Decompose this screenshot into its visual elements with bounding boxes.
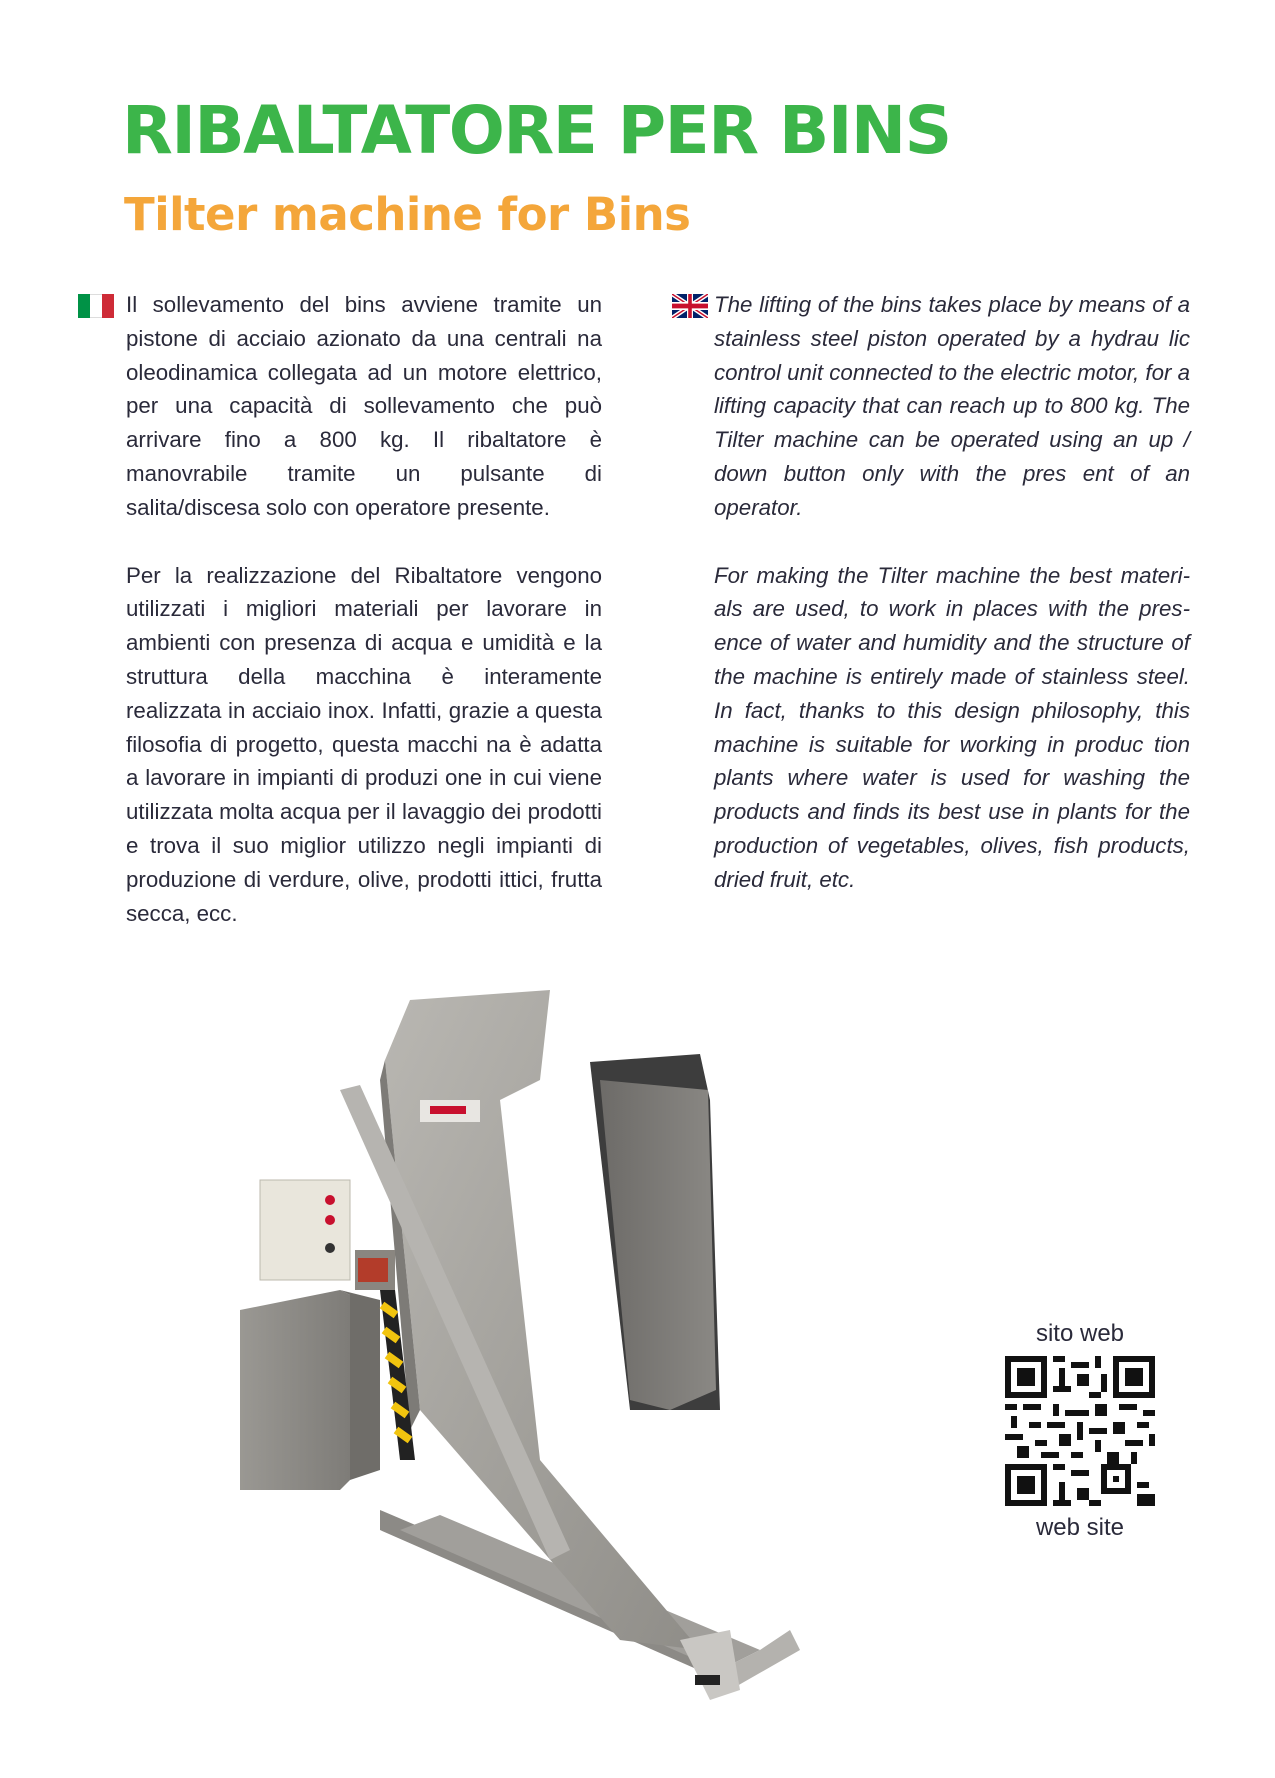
uk-flag-icon xyxy=(672,294,708,318)
qr-code-icon[interactable] xyxy=(1005,1356,1155,1506)
qr-code-block xyxy=(980,1320,1180,1542)
italian-text-column xyxy=(126,288,602,964)
page-title: RIBALTATORE PER BINS xyxy=(122,92,951,169)
page-subtitle: Tilter machine for Bins xyxy=(124,188,691,241)
italian-flag-icon xyxy=(78,294,114,318)
english-paragraph-1: The lifting of the bins takes place by means of a stainless steel piston operated by a hydrau lic control unit connected to the electric motor, for a lifting capacity that can reach up to 800 kg. The Tilter machine can be operated using an up / down button only with the pres ent of an operator. xyxy=(714,292,1190,520)
qr-label-bottom: web site xyxy=(1035,1514,1125,1541)
italian-paragraph-2: Per la realizzazione del Ribaltatore vengono utilizzati i migliori materiali per lavorare in ambienti con presenza di acqua e umidità e la struttura della macchina è interamente realizzata in acciaio inox. Infatti, grazie a questa filosofia di progetto, questa macchi na è adatta a lavorare in impianti di produzi one in cui viene utilizzata molta acqua per il lavaggio dei prodotti e trova il suo miglior utilizzo negli impianti di produzione di verdure, olive, prodotti ittici, frutta secca, ecc. xyxy=(126,562,602,926)
tilter-machine-image xyxy=(240,990,840,1715)
english-text-column xyxy=(714,288,1190,931)
english-paragraph-2: For making the Tilter machine the best materi als are used, to work in places with the pres ence of water and humidity and the structure of the machine is entirely made of stainless steel. In fact, thanks to this design philosophy, this machine is suitable for working in produc tion plants where water is used for washing the products and finds its best use in plants for the production of vegetables, olives, fish products, dried fruit, etc. xyxy=(714,562,1190,892)
qr-label-top: sito web xyxy=(1035,1320,1125,1347)
italian-paragraph-1: Il sollevamento del bins avviene tramite un pistone di acciaio azionato da una centrali na oleodinamica collegata ad un motore elettrico, per una capacità di sollevamento che può arrivare fino a 800 kg. Il ribaltatore è manovrabile tramite un pulsante di salita/discesa solo con operatore presente. xyxy=(126,292,602,520)
